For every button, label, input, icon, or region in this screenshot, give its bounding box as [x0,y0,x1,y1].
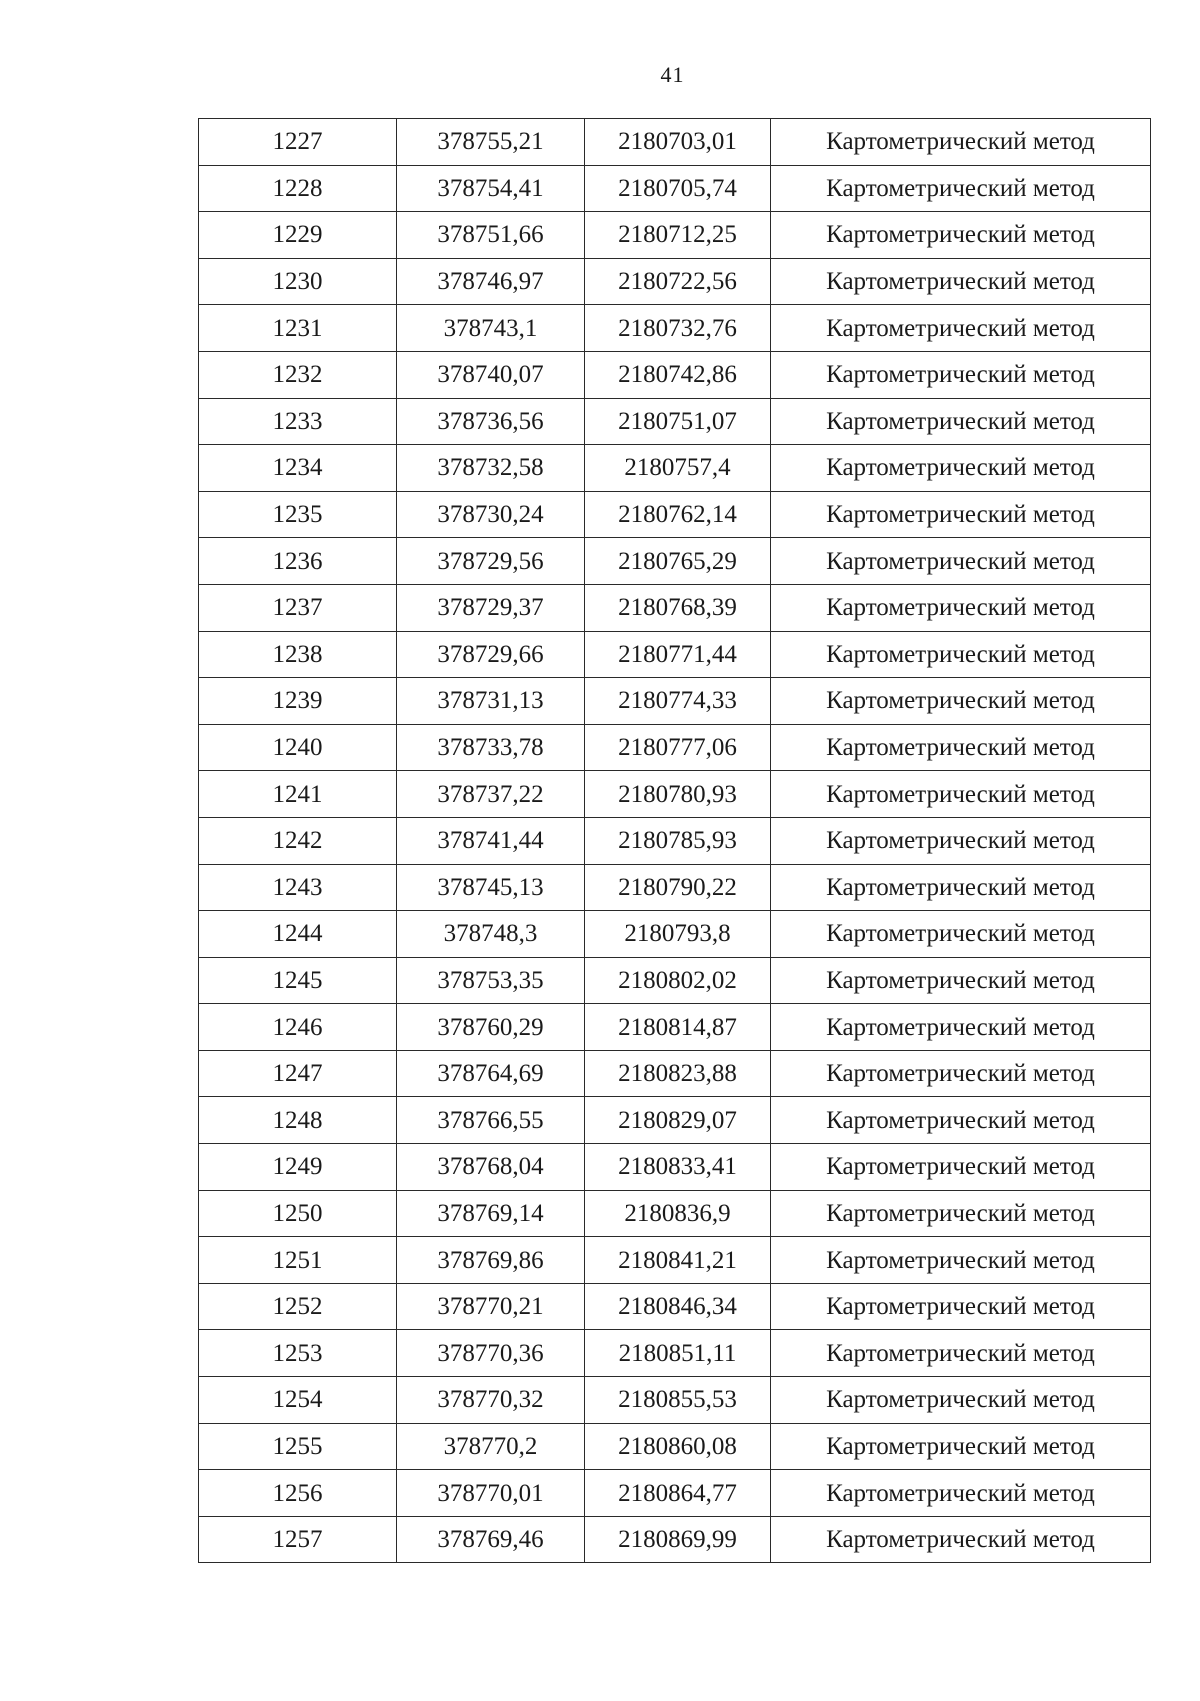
point-number-cell: 1240 [199,724,397,771]
x-coordinate-cell: 378770,36 [397,1330,585,1377]
point-number-cell: 1233 [199,398,397,445]
x-coordinate-cell: 378755,21 [397,119,585,166]
y-coordinate-cell: 2180864,77 [585,1470,771,1517]
x-coordinate-cell: 378729,56 [397,538,585,585]
table-row [199,1050,1151,1097]
y-coordinate-cell: 2180855,53 [585,1377,771,1424]
method-cell: Картометрический метод [771,724,1151,771]
coordinates-table-body [199,119,1151,1563]
y-coordinate-cell: 2180814,87 [585,1004,771,1051]
x-coordinate-cell: 378737,22 [397,771,585,818]
x-coordinate-cell: 378746,97 [397,258,585,305]
method-cell: Картометрический метод [771,631,1151,678]
point-number-cell: 1248 [199,1097,397,1144]
method-cell: Картометрический метод [771,165,1151,212]
table-row [199,445,1151,492]
x-coordinate-cell: 378769,86 [397,1237,585,1284]
method-cell: Картометрический метод [771,1097,1151,1144]
page-number: 41 [660,62,685,87]
method-cell: Картометрический метод [771,678,1151,725]
table-row [199,398,1151,445]
table-row [199,212,1151,259]
y-coordinate-cell: 2180833,41 [585,1144,771,1191]
x-coordinate-cell: 378751,66 [397,212,585,259]
point-number-cell: 1229 [199,212,397,259]
y-coordinate-cell: 2180771,44 [585,631,771,678]
point-number-cell: 1243 [199,864,397,911]
x-coordinate-cell: 378733,78 [397,724,585,771]
method-cell: Картометрический метод [771,911,1151,958]
y-coordinate-cell: 2180802,02 [585,957,771,1004]
method-cell: Картометрический метод [771,1330,1151,1377]
method-cell: Картометрический метод [771,1190,1151,1237]
x-coordinate-cell: 378769,14 [397,1190,585,1237]
y-coordinate-cell: 2180757,4 [585,445,771,492]
x-coordinate-cell: 378770,01 [397,1470,585,1517]
y-coordinate-cell: 2180703,01 [585,119,771,166]
x-coordinate-cell: 378730,24 [397,491,585,538]
point-number-cell: 1252 [199,1283,397,1330]
method-cell: Картометрический метод [771,538,1151,585]
x-coordinate-cell: 378732,58 [397,445,585,492]
method-cell: Картометрический метод [771,351,1151,398]
method-cell: Картометрический метод [771,771,1151,818]
y-coordinate-cell: 2180785,93 [585,817,771,864]
x-coordinate-cell: 378729,37 [397,584,585,631]
table-row [199,771,1151,818]
point-number-cell: 1244 [199,911,397,958]
point-number-cell: 1256 [199,1470,397,1517]
method-cell: Картометрический метод [771,258,1151,305]
point-number-cell: 1254 [199,1377,397,1424]
method-cell: Картометрический метод [771,398,1151,445]
x-coordinate-cell: 378769,46 [397,1516,585,1563]
point-number-cell: 1246 [199,1004,397,1051]
x-coordinate-cell: 378729,66 [397,631,585,678]
method-cell: Картометрический метод [771,445,1151,492]
table-row [199,1190,1151,1237]
point-number-cell: 1251 [199,1237,397,1284]
method-cell: Картометрический метод [771,491,1151,538]
point-number-cell: 1228 [199,165,397,212]
y-coordinate-cell: 2180732,76 [585,305,771,352]
y-coordinate-cell: 2180793,8 [585,911,771,958]
x-coordinate-cell: 378741,44 [397,817,585,864]
table-row [199,584,1151,631]
x-coordinate-cell: 378770,32 [397,1377,585,1424]
method-cell: Картометрический метод [771,1237,1151,1284]
point-number-cell: 1237 [199,584,397,631]
table-row [199,351,1151,398]
point-number-cell: 1238 [199,631,397,678]
point-number-cell: 1257 [199,1516,397,1563]
point-number-cell: 1234 [199,445,397,492]
x-coordinate-cell: 378768,04 [397,1144,585,1191]
coordinates-table [198,118,1151,1563]
table-row [199,165,1151,212]
x-coordinate-cell: 378770,2 [397,1423,585,1470]
x-coordinate-cell: 378754,41 [397,165,585,212]
y-coordinate-cell: 2180705,74 [585,165,771,212]
table-row [199,678,1151,725]
y-coordinate-cell: 2180846,34 [585,1283,771,1330]
table-row [199,1377,1151,1424]
table-row [199,724,1151,771]
point-number-cell: 1227 [199,119,397,166]
y-coordinate-cell: 2180823,88 [585,1050,771,1097]
y-coordinate-cell: 2180712,25 [585,212,771,259]
x-coordinate-cell: 378766,55 [397,1097,585,1144]
point-number-cell: 1250 [199,1190,397,1237]
x-coordinate-cell: 378743,1 [397,305,585,352]
table-row [199,1004,1151,1051]
y-coordinate-cell: 2180836,9 [585,1190,771,1237]
x-coordinate-cell: 378748,3 [397,911,585,958]
table-row [199,1237,1151,1284]
table-row [199,1470,1151,1517]
table-row [199,817,1151,864]
method-cell: Картометрический метод [771,1004,1151,1051]
method-cell: Картометрический метод [771,1516,1151,1563]
table-row [199,631,1151,678]
method-cell: Картометрический метод [771,864,1151,911]
method-cell: Картометрический метод [771,817,1151,864]
table-row [199,1283,1151,1330]
x-coordinate-cell: 378731,13 [397,678,585,725]
point-number-cell: 1249 [199,1144,397,1191]
x-coordinate-cell: 378736,56 [397,398,585,445]
y-coordinate-cell: 2180742,86 [585,351,771,398]
table-row [199,258,1151,305]
method-cell: Картометрический метод [771,1423,1151,1470]
method-cell: Картометрический метод [771,305,1151,352]
point-number-cell: 1242 [199,817,397,864]
table-row [199,119,1151,166]
method-cell: Картометрический метод [771,212,1151,259]
point-number-cell: 1247 [199,1050,397,1097]
table-row [199,1097,1151,1144]
y-coordinate-cell: 2180851,11 [585,1330,771,1377]
method-cell: Картометрический метод [771,1377,1151,1424]
y-coordinate-cell: 2180768,39 [585,584,771,631]
y-coordinate-cell: 2180751,07 [585,398,771,445]
point-number-cell: 1236 [199,538,397,585]
point-number-cell: 1235 [199,491,397,538]
y-coordinate-cell: 2180790,22 [585,864,771,911]
table-row [199,864,1151,911]
table-row [199,1516,1151,1563]
point-number-cell: 1253 [199,1330,397,1377]
method-cell: Картометрический метод [771,1470,1151,1517]
table-row [199,957,1151,1004]
y-coordinate-cell: 2180774,33 [585,678,771,725]
point-number-cell: 1241 [199,771,397,818]
x-coordinate-cell: 378740,07 [397,351,585,398]
method-cell: Картометрический метод [771,957,1151,1004]
point-number-cell: 1239 [199,678,397,725]
x-coordinate-cell: 378753,35 [397,957,585,1004]
point-number-cell: 1245 [199,957,397,1004]
table-row [199,305,1151,352]
x-coordinate-cell: 378764,69 [397,1050,585,1097]
table-row [199,1330,1151,1377]
method-cell: Картометрический метод [771,1283,1151,1330]
method-cell: Картометрический метод [771,584,1151,631]
table-row [199,538,1151,585]
x-coordinate-cell: 378760,29 [397,1004,585,1051]
y-coordinate-cell: 2180762,14 [585,491,771,538]
table-row [199,491,1151,538]
method-cell: Картометрический метод [771,119,1151,166]
method-cell: Картометрический метод [771,1050,1151,1097]
y-coordinate-cell: 2180869,99 [585,1516,771,1563]
x-coordinate-cell: 378770,21 [397,1283,585,1330]
point-number-cell: 1231 [199,305,397,352]
table-row [199,1423,1151,1470]
y-coordinate-cell: 2180722,56 [585,258,771,305]
point-number-cell: 1255 [199,1423,397,1470]
y-coordinate-cell: 2180829,07 [585,1097,771,1144]
y-coordinate-cell: 2180860,08 [585,1423,771,1470]
y-coordinate-cell: 2180765,29 [585,538,771,585]
table-row [199,1144,1151,1191]
method-cell: Картометрический метод [771,1144,1151,1191]
y-coordinate-cell: 2180780,93 [585,771,771,818]
point-number-cell: 1232 [199,351,397,398]
point-number-cell: 1230 [199,258,397,305]
x-coordinate-cell: 378745,13 [397,864,585,911]
y-coordinate-cell: 2180841,21 [585,1237,771,1284]
y-coordinate-cell: 2180777,06 [585,724,771,771]
table-row [199,911,1151,958]
